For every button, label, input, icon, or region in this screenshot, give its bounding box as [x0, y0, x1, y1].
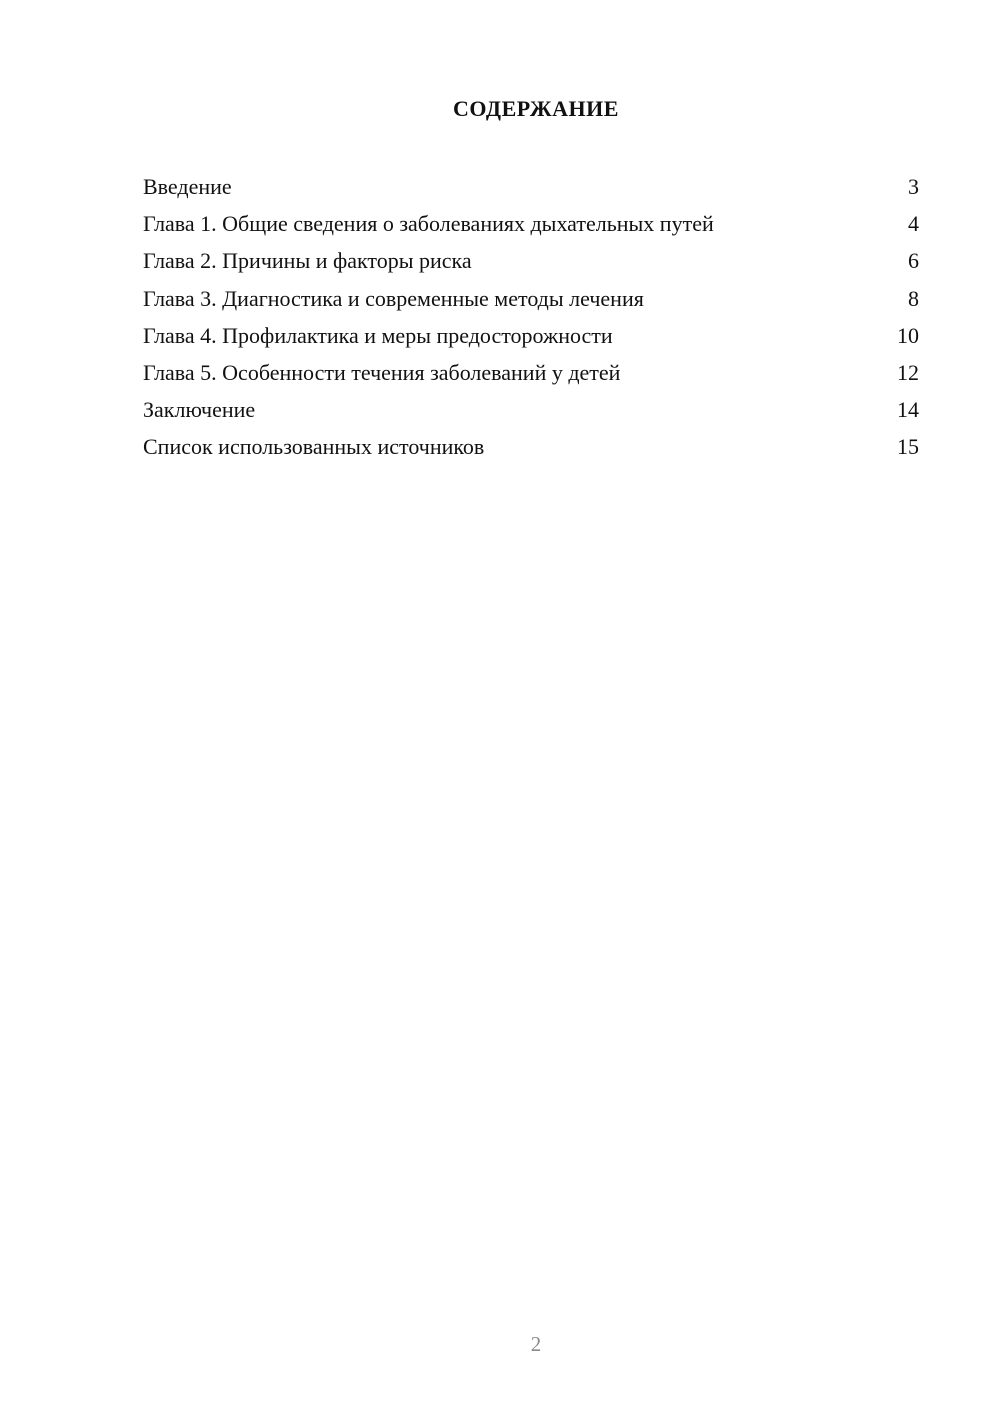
toc-entry-page: 3: [908, 174, 919, 199]
toc-entry-references: [143, 428, 919, 465]
toc-entry-label: Глава 4. Профилактика и меры предосторожности: [143, 322, 613, 348]
toc-entry-conclusion: [143, 391, 919, 428]
toc-entry-chapter-5: [143, 354, 919, 391]
toc-entry-page: 6: [908, 248, 919, 274]
toc-entry-label: Список использованных источников: [143, 434, 485, 460]
table-of-contents: [143, 168, 919, 466]
toc-entry-page: 15: [897, 434, 919, 460]
toc-entry-label: Глава 5. Особенности течения заболеваний у детей: [143, 359, 621, 385]
toc-entry-page: 10: [897, 322, 919, 348]
toc-entry-chapter-3: [143, 280, 919, 317]
toc-entry-page: 12: [897, 359, 919, 385]
toc-entry-label: Глава 2. Причины и факторы риска: [143, 248, 472, 274]
toc-entry-page: 8: [908, 285, 919, 311]
toc-entry-label: Глава 3. Диагностика и современные методы лечения: [143, 285, 644, 311]
toc-entry-label: Заключение: [143, 397, 256, 423]
toc-entry-label: Глава 1. Общие сведения о заболеваниях дыхательных путей: [143, 211, 714, 237]
page-title: СОДЕРЖАНИЕ: [453, 96, 619, 121]
toc-entry-page: 4: [908, 211, 919, 237]
toc-entry-page: 14: [897, 397, 919, 423]
toc-entry-chapter-1: [143, 205, 919, 242]
toc-entry-chapter-4: [143, 317, 919, 354]
toc-entry-label: Введение: [143, 174, 232, 199]
page-number: 2: [530, 1332, 542, 1356]
toc-entry-chapter-2: [143, 242, 919, 279]
toc-entry-introduction: [143, 168, 919, 205]
